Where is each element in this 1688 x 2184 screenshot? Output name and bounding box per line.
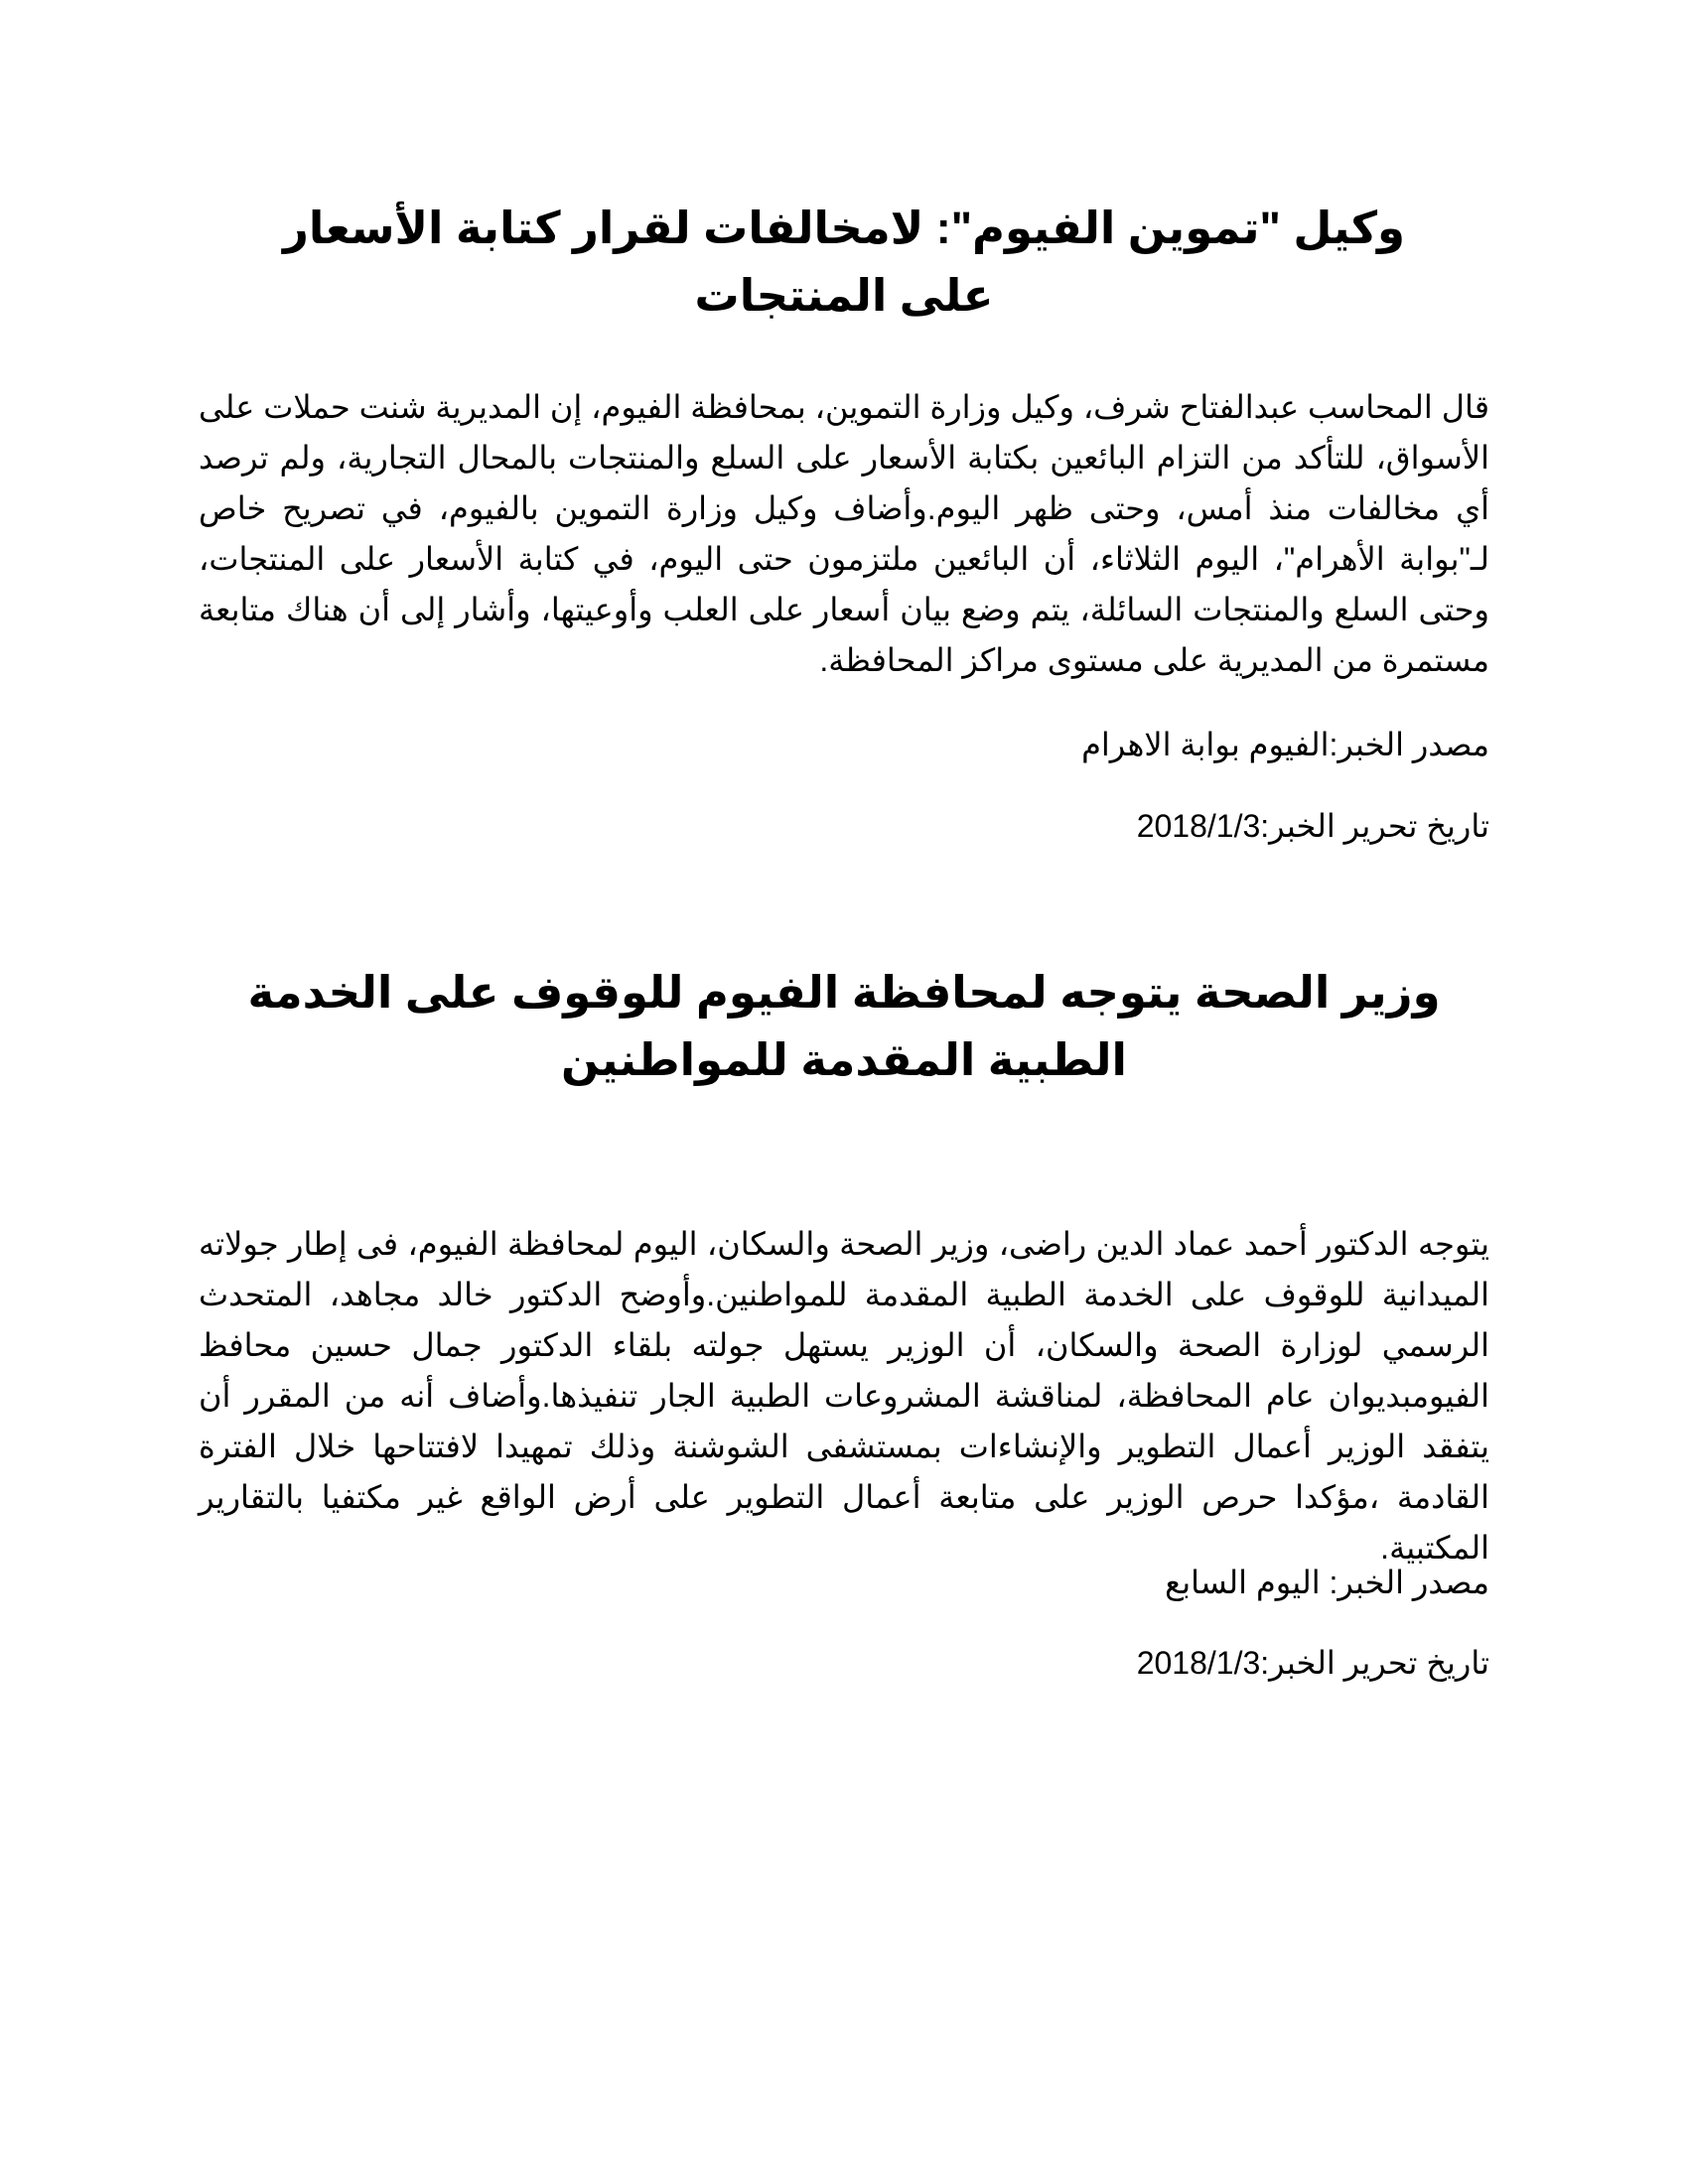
article-1-source: مصدر الخبر:الفيوم بوابة الاهرام — [1081, 727, 1489, 762]
article-2-date: تاريخ تحرير الخبر:2018/1/3 — [1136, 1645, 1489, 1681]
article-2-source: مصدر الخبر: اليوم السابع — [1165, 1565, 1489, 1600]
article-2-body: يتوجه الدكتور أحمد عماد الدين راضى، وزير الصحة والسكان، اليوم لمحافظة الفيوم، فى إطار جولاته الميدانية للوقوف على الخدمة الطبية المقدمة للمواطنين.وأوضح الدكتور خالد مجاهد، المتحدث الرسمي لوزارة الصحة والسكان، أن الوزير يستهل جولته بلقاء الدكتور جمال حسين محافظ الفيومبديوان عام المحافظة، لمناقشة المشروعات الطبية الجار تنفيذها.وأضاف أنه من المقرر أن يتفقد الوزير أعمال التطوير والإنشاءات بمستشفى الشوشنة وذلك تمهيدا لافتتاحها خلال الفترة القادمة ،مؤكدا حرص الوزير على متابعة أعمال التطوير على أرض الواقع غير مكتفيا بالتقارير المكتبية. — [199, 1226, 1490, 1566]
article-1-headline: وكيل "تموين الفيوم": لامخالفات لقرار كتابة الأسعار على المنتجات — [282, 203, 1405, 321]
article-1-body: قال المحاسب عبدالفتاح شرف، وكيل وزارة التموين، بمحافظة الفيوم، إن المديرية شنت حملات على الأسواق، للتأكد من التزام البائعين بكتابة الأسعار على السلع والمنتجات بالمحال التجارية، ولم ترصد أي مخالفات منذ أمس، وحتى ظهر اليوم.وأضاف وكيل وزارة التموين بالفيوم، في تصريح خاص لـ"بوابة الأهرام"، اليوم الثلاثاء، أن البائعين ملتزمون حتى اليوم، في كتابة الأسعار على المنتجات، وحتى السلع والمنتجات السائلة، يتم وضع بيان أسعار على العلب وأوعيتها، وأشار إلى أن هناك متابعة مستمرة من المديرية على مستوى مراكز المحافظة. — [199, 389, 1490, 678]
article-2-headline: وزير الصحة يتوجه لمحافظة الفيوم للوقوف على الخدمة الطبية المقدمة للمواطنين — [247, 967, 1441, 1085]
article-1-date: تاريخ تحرير الخبر:2018/1/3 — [1136, 808, 1489, 844]
